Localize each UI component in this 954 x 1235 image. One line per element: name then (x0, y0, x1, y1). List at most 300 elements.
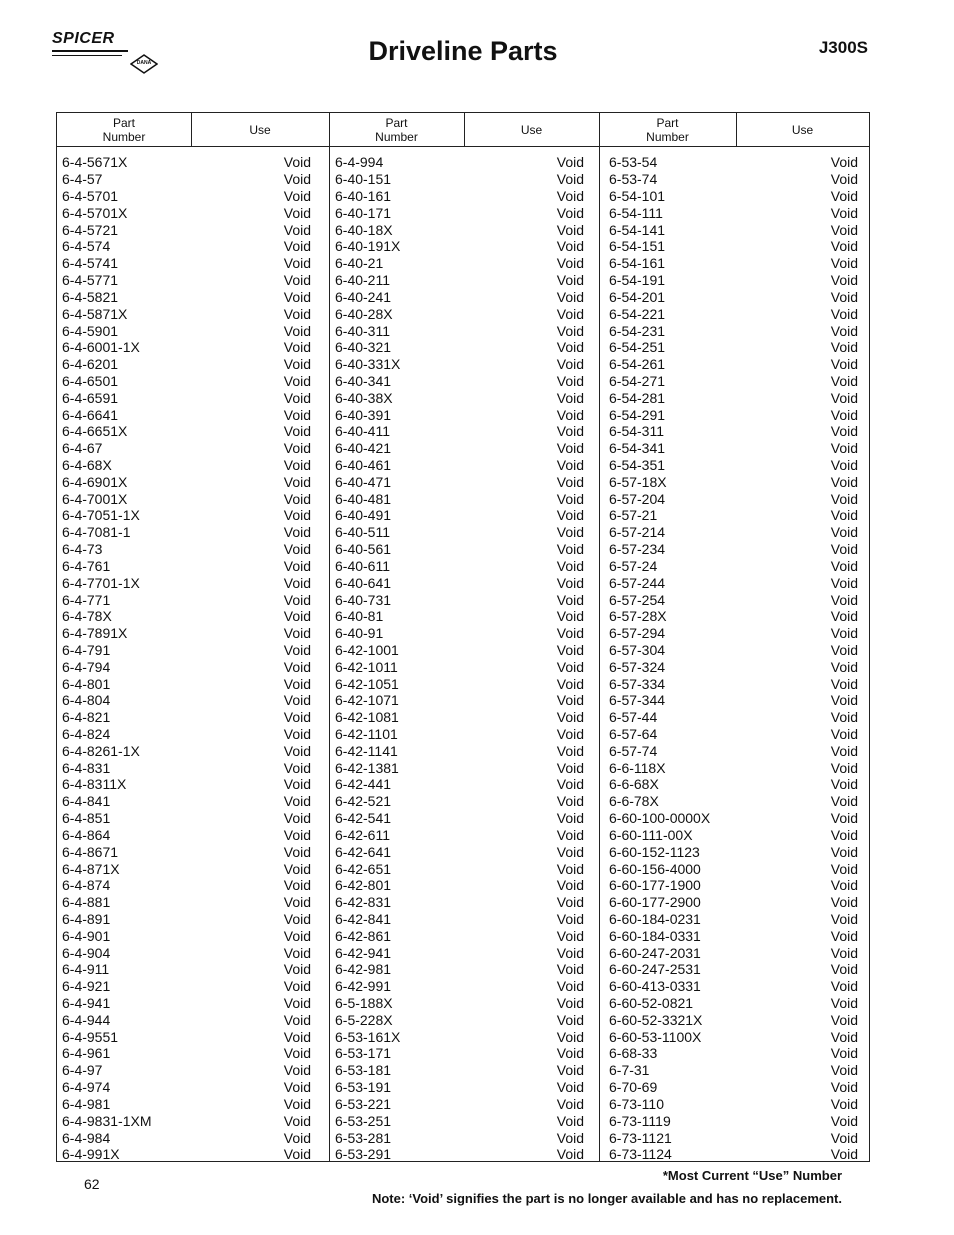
part-number: 6-42-1381 (335, 759, 399, 776)
table-row (609, 188, 858, 205)
part-use: Void (830, 1062, 858, 1079)
table-row (335, 204, 584, 221)
table-row (335, 860, 584, 877)
part-number: 6-73-110 (609, 1095, 665, 1112)
part-number: 6-42-541 (335, 810, 392, 827)
part-number: 6-4-974 (62, 1079, 111, 1096)
table-row (62, 457, 311, 474)
table-row (335, 524, 584, 541)
part-use: Void (830, 507, 858, 524)
part-use: Void (283, 776, 311, 793)
part-use: Void (556, 608, 584, 625)
part-number: 6-42-941 (335, 944, 392, 961)
header-part-label: Part (385, 115, 408, 130)
part-number: 6-54-141 (609, 221, 666, 238)
part-number: 6-42-651 (335, 860, 392, 877)
part-use: Void (283, 339, 311, 356)
table-row (609, 541, 858, 558)
part-number: 6-5-188X (335, 995, 393, 1012)
header-part-label: Part (112, 115, 135, 130)
table-row (335, 373, 584, 390)
table-row (62, 860, 311, 877)
part-use: Void (556, 507, 584, 524)
table-row (609, 305, 858, 322)
part-use: Void (830, 423, 858, 440)
part-number: 6-40-91 (335, 625, 384, 642)
part-use: Void (830, 272, 858, 289)
table-row (335, 574, 584, 591)
part-number: 6-54-281 (609, 389, 666, 406)
table-row (62, 726, 311, 743)
part-use: Void (283, 473, 311, 490)
part-number: 6-53-291 (335, 1146, 392, 1163)
header-number-label: Number (102, 129, 146, 144)
column-divider (329, 113, 330, 1161)
table-row (609, 457, 858, 474)
table-row (609, 238, 858, 255)
table-row (609, 204, 858, 221)
part-number: 6-4-5701 (62, 188, 119, 205)
part-number: 6-4-9551 (62, 1028, 119, 1045)
table-row (609, 272, 858, 289)
table-row (335, 389, 584, 406)
part-use: Void (556, 658, 584, 675)
table-row (62, 1011, 311, 1028)
part-use: Void (283, 826, 311, 843)
part-use: Void (830, 961, 858, 978)
table-row (335, 944, 584, 961)
part-number: 6-57-254 (609, 591, 666, 608)
table-row (62, 1062, 311, 1079)
table-row (609, 154, 858, 171)
table-row (335, 759, 584, 776)
footnote: *Most Current “Use” Number (662, 1168, 842, 1183)
table-row (62, 507, 311, 524)
part-use: Void (283, 1129, 311, 1146)
part-number: 6-4-871X (62, 860, 120, 877)
part-number: 6-42-1101 (335, 726, 398, 743)
table-row (609, 961, 858, 978)
table-row (62, 188, 311, 205)
table-row (62, 675, 311, 692)
part-number: 6-40-641 (335, 574, 392, 591)
part-number: 6-57-21 (609, 507, 658, 524)
table-row (62, 322, 311, 339)
part-number: 6-42-991 (335, 978, 392, 995)
part-use: Void (283, 641, 311, 658)
table-row (335, 1096, 584, 1113)
part-number: 6-40-511 (335, 524, 391, 541)
table-row (609, 339, 858, 356)
part-number: 6-60-52-0821 (609, 995, 694, 1012)
part-number: 6-4-911 (62, 961, 110, 978)
part-use: Void (830, 1028, 858, 1045)
part-use: Void (830, 608, 858, 625)
part-number: 6-53-74 (609, 171, 658, 188)
part-number: 6-60-177-1900 (609, 877, 701, 894)
table-row (335, 843, 584, 860)
part-use: Void (556, 810, 584, 827)
table-row (335, 1045, 584, 1062)
table-row (609, 843, 858, 860)
table-row (609, 389, 858, 406)
part-use: Void (283, 675, 311, 692)
table-row (62, 389, 311, 406)
table-row (609, 978, 858, 995)
table-row (335, 289, 584, 306)
part-number: 6-53-281 (335, 1129, 392, 1146)
table-row (609, 642, 858, 659)
part-use: Void (830, 305, 858, 322)
table-row (609, 558, 858, 575)
part-number: 6-57-344 (609, 692, 666, 709)
table-row (62, 541, 311, 558)
part-number: 6-4-821 (62, 709, 111, 726)
part-number: 6-57-64 (609, 726, 658, 743)
part-number: 6-4-5901 (62, 322, 119, 339)
part-number: 6-54-351 (609, 457, 666, 474)
part-number: 6-40-481 (335, 490, 392, 507)
parts-column-2 (335, 154, 584, 1163)
table-row (62, 944, 311, 961)
part-number: 6-42-981 (335, 961, 392, 978)
part-use: Void (556, 541, 584, 558)
part-use: Void (556, 440, 584, 457)
part-number: 6-4-841 (62, 793, 111, 810)
part-use: Void (283, 927, 311, 944)
part-use: Void (283, 1062, 311, 1079)
table-row (62, 221, 311, 238)
part-use: Void (556, 473, 584, 490)
void-note: Note: ‘Void’ signifies the part is no longer available and has no replacement. (371, 1191, 842, 1206)
part-number: 6-42-841 (335, 910, 392, 927)
table-row (335, 1146, 584, 1163)
part-number: 6-53-221 (335, 1095, 392, 1112)
part-use: Void (283, 406, 311, 423)
table-row (62, 305, 311, 322)
part-use: Void (283, 810, 311, 827)
part-use: Void (283, 1028, 311, 1045)
part-use: Void (830, 658, 858, 675)
table-row (335, 406, 584, 423)
part-number: 6-4-984 (62, 1129, 111, 1146)
part-use: Void (556, 709, 584, 726)
table-row (609, 356, 858, 373)
part-number: 6-73-1124 (609, 1146, 672, 1163)
table-row (62, 1096, 311, 1113)
table-row (62, 625, 311, 642)
part-number: 6-40-151 (335, 171, 392, 188)
table-row (335, 1129, 584, 1146)
part-use: Void (283, 843, 311, 860)
part-number: 6-42-1001 (335, 641, 399, 658)
table-row (335, 625, 584, 642)
header-divider (191, 113, 192, 146)
table-row (335, 1062, 584, 1079)
part-use: Void (830, 793, 858, 810)
table-row (335, 1112, 584, 1129)
table-row (609, 1146, 858, 1163)
part-use: Void (556, 1062, 584, 1079)
part-use: Void (830, 978, 858, 995)
table-row (62, 995, 311, 1012)
part-number: 6-4-97 (62, 1062, 103, 1079)
table-row (609, 658, 858, 675)
part-number: 6-4-6001-1X (62, 339, 140, 356)
part-use: Void (283, 961, 311, 978)
part-use: Void (283, 726, 311, 743)
table-row (62, 204, 311, 221)
table-row (335, 541, 584, 558)
table-row (62, 406, 311, 423)
part-number: 6-40-28X (335, 305, 393, 322)
part-number: 6-40-311 (335, 322, 391, 339)
part-use: Void (556, 305, 584, 322)
part-use: Void (556, 1011, 584, 1028)
part-use: Void (556, 457, 584, 474)
table-row (335, 490, 584, 507)
part-number: 6-57-204 (609, 490, 666, 507)
table-row (62, 1146, 311, 1163)
table-row (62, 558, 311, 575)
part-number: 6-40-611 (335, 557, 391, 574)
part-number: 6-4-7051-1X (62, 507, 140, 524)
table-row (335, 272, 584, 289)
part-number: 6-70-69 (609, 1079, 658, 1096)
table-row (62, 440, 311, 457)
part-number: 6-54-271 (609, 372, 666, 389)
table-row (609, 507, 858, 524)
part-number: 6-57-24 (609, 557, 658, 574)
part-number: 6-40-241 (335, 288, 392, 305)
table-row (62, 1079, 311, 1096)
part-use: Void (830, 759, 858, 776)
part-use: Void (830, 894, 858, 911)
part-number: 6-42-1081 (335, 709, 399, 726)
part-number: 6-4-944 (62, 1011, 111, 1028)
table-row (62, 490, 311, 507)
table-row (335, 558, 584, 575)
table-row (62, 827, 311, 844)
part-number: 6-42-521 (335, 793, 392, 810)
table-row (62, 1028, 311, 1045)
part-use: Void (556, 860, 584, 877)
part-use: Void (556, 793, 584, 810)
table-row (609, 423, 858, 440)
part-use: Void (283, 1095, 311, 1112)
part-use: Void (283, 574, 311, 591)
part-number: 6-4-941 (62, 995, 111, 1012)
table-row (609, 827, 858, 844)
part-number: 6-4-5871X (62, 305, 128, 322)
part-use: Void (283, 288, 311, 305)
part-use: Void (283, 171, 311, 188)
part-use: Void (830, 1079, 858, 1096)
header-number-label: Number (375, 129, 418, 144)
part-use: Void (283, 709, 311, 726)
table-row (609, 289, 858, 306)
part-use: Void (283, 591, 311, 608)
part-number: 6-54-151 (609, 238, 666, 255)
part-use: Void (556, 154, 584, 171)
part-use: Void (283, 759, 311, 776)
table-row (335, 726, 584, 743)
part-use: Void (556, 1045, 584, 1062)
part-use: Void (830, 927, 858, 944)
header-use-label: Use (520, 122, 543, 137)
part-number: 6-57-244 (609, 574, 666, 591)
table-row (609, 625, 858, 642)
table-row (335, 658, 584, 675)
part-use: Void (830, 440, 858, 457)
part-use: Void (283, 877, 311, 894)
table-row (62, 742, 311, 759)
part-use: Void (283, 154, 311, 171)
part-number: 6-4-8261-1X (62, 742, 140, 759)
table-row (335, 742, 584, 759)
part-use: Void (830, 826, 858, 843)
part-number: 6-60-413-0331 (609, 978, 701, 995)
table-row (609, 1045, 858, 1062)
part-number: 6-4-801 (62, 675, 111, 692)
table-row (335, 978, 584, 995)
part-use: Void (830, 339, 858, 356)
part-use: Void (830, 188, 858, 205)
part-number: 6-53-181 (335, 1062, 392, 1079)
page-number: 62 (84, 1176, 100, 1192)
table-row (609, 574, 858, 591)
part-number: 6-4-794 (62, 658, 111, 675)
table-row (609, 1062, 858, 1079)
part-use: Void (556, 877, 584, 894)
part-use: Void (830, 742, 858, 759)
table-row (609, 440, 858, 457)
table-row (609, 726, 858, 743)
part-number: 6-57-214 (609, 524, 666, 541)
table-row (62, 1129, 311, 1146)
table-row (609, 524, 858, 541)
part-number: 6-73-1121 (609, 1129, 672, 1146)
model-code: J300S (818, 38, 868, 57)
part-number: 6-40-171 (335, 204, 392, 221)
table-row (62, 289, 311, 306)
part-number: 6-60-152-1123 (609, 843, 700, 860)
part-number: 6-4-574 (62, 238, 111, 255)
table-row (62, 356, 311, 373)
table-row (609, 776, 858, 793)
part-number: 6-4-5771 (62, 272, 119, 289)
part-number: 6-4-851 (62, 810, 111, 827)
part-number: 6-53-251 (335, 1112, 392, 1129)
table-row (62, 1045, 311, 1062)
part-number: 6-40-561 (335, 541, 392, 558)
table-row (335, 322, 584, 339)
part-number: 6-40-421 (335, 440, 392, 457)
table-row (609, 1028, 858, 1045)
header-part-number (329, 113, 464, 146)
part-use: Void (283, 995, 311, 1012)
part-number: 6-4-8311X (62, 776, 127, 793)
part-use: Void (283, 608, 311, 625)
part-use: Void (283, 541, 311, 558)
table-row (335, 305, 584, 322)
part-number: 6-4-67 (62, 440, 103, 457)
logo-wordmark: SPICER (52, 30, 115, 47)
table-row (62, 709, 311, 726)
table-row (335, 440, 584, 457)
part-number: 6-68-33 (609, 1045, 658, 1062)
table-row (335, 1079, 584, 1096)
part-use: Void (830, 709, 858, 726)
part-number: 6-4-5741 (62, 255, 119, 272)
table-row (609, 927, 858, 944)
table-row (609, 692, 858, 709)
part-number: 6-42-1051 (335, 675, 399, 692)
part-number: 6-4-824 (62, 726, 111, 743)
part-use: Void (830, 473, 858, 490)
part-use: Void (830, 154, 858, 171)
part-number: 6-54-161 (609, 255, 666, 272)
part-number: 6-4-891 (62, 910, 111, 927)
part-number: 6-40-471 (335, 473, 392, 490)
table-row (609, 322, 858, 339)
part-use: Void (556, 961, 584, 978)
table-row (335, 339, 584, 356)
part-number: 6-6-118X (609, 759, 666, 776)
table-row (335, 255, 584, 272)
table-row (335, 591, 584, 608)
part-use: Void (556, 742, 584, 759)
part-number: 6-4-7701-1X (62, 574, 140, 591)
part-number: 6-4-5671X (62, 154, 128, 171)
part-number: 6-60-184-0231 (609, 910, 701, 927)
table-row (335, 507, 584, 524)
table-row (609, 1011, 858, 1028)
table-row (609, 810, 858, 827)
table-row (609, 171, 858, 188)
part-number: 6-4-864 (62, 826, 111, 843)
header-use-label: Use (249, 122, 271, 137)
table-row (609, 742, 858, 759)
part-use: Void (283, 944, 311, 961)
part-use: Void (556, 894, 584, 911)
header-divider (464, 113, 465, 146)
part-number: 6-4-901 (62, 927, 111, 944)
part-use: Void (830, 591, 858, 608)
part-number: 6-40-21 (335, 255, 384, 272)
part-number: 6-42-1011 (335, 658, 398, 675)
part-use: Void (556, 574, 584, 591)
part-number: 6-4-57 (62, 171, 103, 188)
part-use: Void (556, 759, 584, 776)
part-use: Void (556, 995, 584, 1012)
part-use: Void (283, 389, 311, 406)
table-row (609, 793, 858, 810)
part-use: Void (556, 322, 584, 339)
part-number: 6-40-81 (335, 608, 384, 625)
header-divider (736, 113, 737, 146)
part-use: Void (830, 625, 858, 642)
part-number: 6-57-294 (609, 625, 666, 642)
table-header (57, 113, 869, 147)
table-row (609, 1096, 858, 1113)
part-use: Void (830, 1112, 858, 1129)
part-number: 6-4-921 (62, 978, 111, 995)
column-divider (599, 113, 600, 1161)
part-number: 6-42-611 (335, 826, 391, 843)
header-use (191, 113, 329, 146)
part-use: Void (830, 726, 858, 743)
